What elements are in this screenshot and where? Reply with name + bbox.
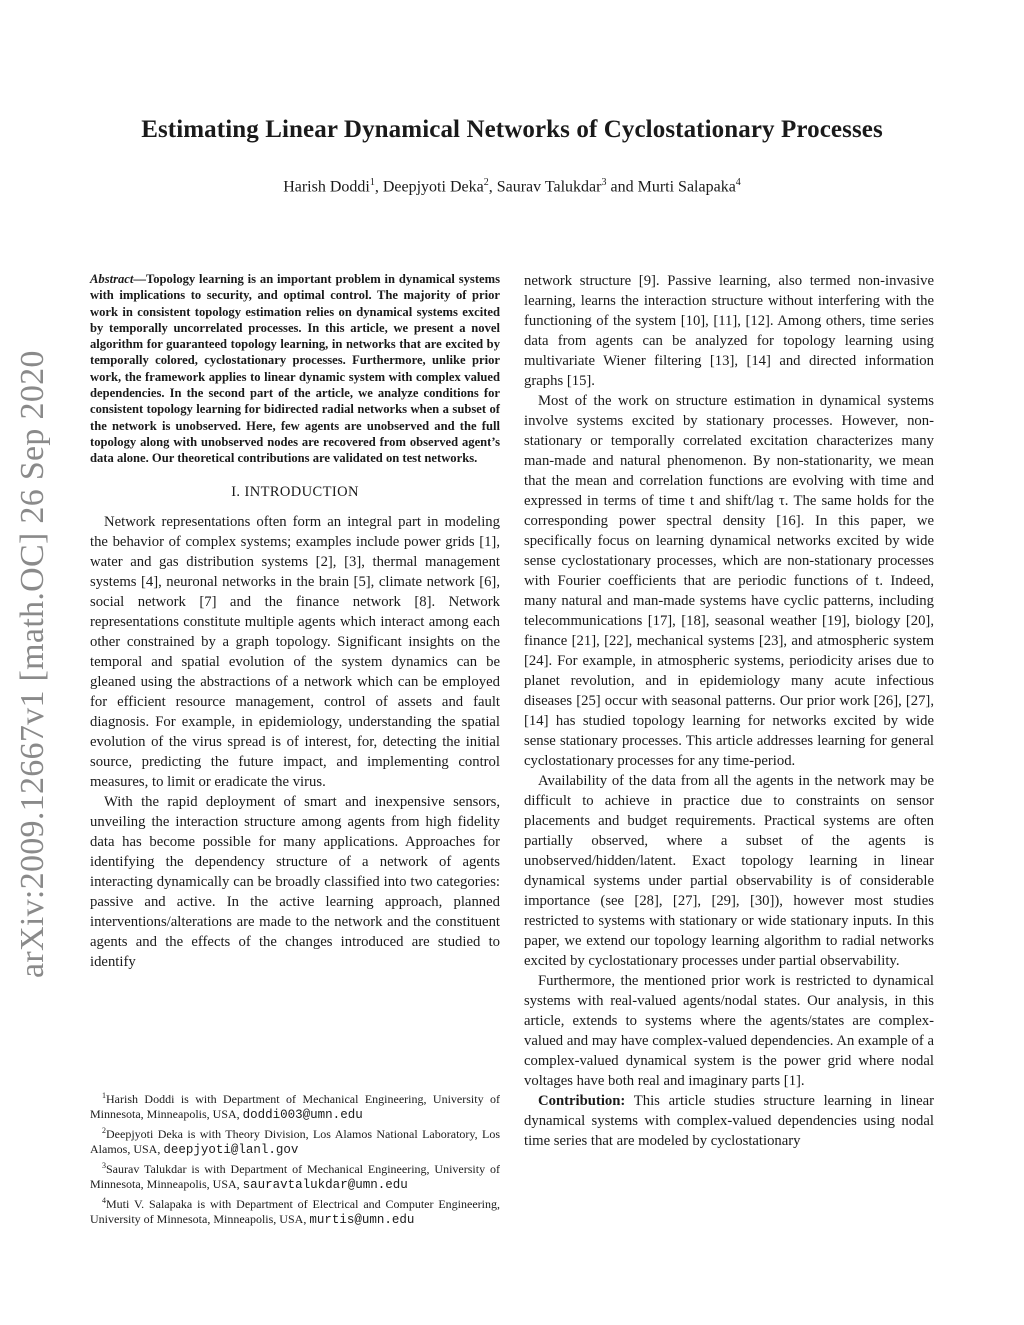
author-mark: 2 xyxy=(483,177,489,188)
body-paragraph xyxy=(524,971,934,1091)
footnote-mark: 3 xyxy=(102,1161,106,1170)
body-paragraph xyxy=(524,1091,934,1151)
author-mark: 4 xyxy=(735,177,741,188)
author-separator: , xyxy=(374,178,383,196)
footnote xyxy=(90,1123,500,1158)
right-column xyxy=(524,271,934,1151)
arxiv-stamp: arXiv:2009.12667v1 [math.OC] 26 Sep 2020 xyxy=(14,350,51,978)
paragraph-text: Furthermore, the mentioned prior work is restricted to dynamical systems with real-valued agents/nodal states. Our analysis, in this article, extends to systems where the agents/states are complex-valued and may have complex-valued dependencies. An example of a complex-valued dynamical system is the power grid where nodal voltages have both real and imaginary parts [1]. xyxy=(524,973,934,1089)
abstract-text: Topology learning is an important problem in dynamical systems with implications to security, and optimal control. The majority of prior work in consistent topology estimation relies on dynamical systems excited by temporally uncorrelated processes. In this article, we present a novel algorithm for guaranteed topology learning, in networks that are excited by temporally colored, cyclostationary processes. Furthermore, unlike prior work, the framework applies to linear dynamic system with complex valued dependencies. In the second part of the article, we analyze conditions for consistent topology learning for bidirected radial networks when a subset of the network is unobserved. Here, few agents are unobserved and the full topology along with unobserved nodes are recovered from observed agent’s data alone. Our theoretical contributions are validated on test networks. xyxy=(90,272,500,466)
paper-title: Estimating Linear Dynamical Networks of Cyclostationary Processes xyxy=(141,116,883,143)
footnote-email: murtis@umn.edu xyxy=(309,1213,415,1227)
author-mark: 1 xyxy=(369,177,375,188)
author-separator: and xyxy=(606,178,638,196)
paragraph-text: This article studies structure learning in linear dynamical systems with complex-valued dependencies using nodal time series that are modeled by cyclostationary xyxy=(524,1093,934,1149)
body-paragraph xyxy=(524,771,934,971)
paragraph-text: Availability of the data from all the agents in the network may be difficult to achieve in practice due to constraints on sensor placements and budget requirements. Practical systems are often partially observed, where a subset of the agents is unobserved/hidden/latent. Exact topology learning in linear dynamical systems under partial observability is of considerable importance (see [28], [27], [29], [30]), however most studies restricted to systems with stationary or wide stationary inputs. In this paper, we extend our topology learning algorithm to radial networks excited by cyclostationary processes under partial observability. xyxy=(524,773,934,969)
paragraph-lead: Contribution: xyxy=(538,1093,626,1109)
author-separator: , xyxy=(488,178,497,196)
footnote-mark: 4 xyxy=(102,1196,106,1205)
body-paragraph: Network representations often form an integral part in modeling the behavior of complex systems; examples include power grids [1], water and gas distribution systems [2], [3], thermal management systems [4], neuronal networks in the brain [5], climate network [6], social network [7] and the finance network [8]. Network representations constitute multiple agents which interact among each other constrained by a graph topology. Significant insights on the temporal and spatial evolution of the system dynamics can be gleaned using the abstractions of a network which can be employed for efficient resource management, control of assets and fault diagnosis. For example, in epidemiology, understanding the spatial evolution of the virus spread is of interest, for, detecting the initial source, predicting the future impact, and implementing control measures, to limit or eradicate the virus. xyxy=(90,513,500,790)
section-heading: I. INTRODUCTION xyxy=(231,483,359,500)
footnote xyxy=(90,1193,500,1228)
author-name: Deepjyoti Deka xyxy=(382,178,484,196)
author-name: Saurav Talukdar xyxy=(496,178,602,196)
author-name: Harish Doddi xyxy=(283,178,370,196)
paragraph-text: network structure [9]. Passive learning, also termed non-invasive learning, learns the interaction structure without interfering with the functioning of the system [10], [11], [12]. Among others, time series data from agents can be analyzed for topology learning using multivariate Wiener filtering [13], [14] and directed information graphs [15]. xyxy=(524,273,934,389)
footnote-mark: 2 xyxy=(102,1126,106,1135)
footnote-text: Muti V. Salapaka is with Department of Electrical and Computer Engineering, University of Minnesota, Minneapolis, USA, xyxy=(90,1197,500,1226)
footnote-email: sauravtalukdar@umn.edu xyxy=(242,1178,408,1192)
footnote-text: Saurav Talukdar is with Department of Mechanical Engineering, University of Minnesota, Minneapolis, USA, xyxy=(90,1162,500,1191)
body-paragraph xyxy=(524,271,934,391)
footnote-email: deepjyoti@lanl.gov xyxy=(163,1143,299,1157)
body-paragraph: With the rapid deployment of smart and inexpensive sensors, unveiling the interaction structure among agents from high fidelity data has become possible for many applications. Approaches for identifying the dependency structure of a network of agents interacting dynamically can be broadly classified into two categories: passive and active. In the active learning approach, planned interventions/alterations are made to the network and the constituent agents and the effects of the changes introduced are studied to identify xyxy=(90,793,500,970)
footnote xyxy=(90,1088,500,1123)
left-column xyxy=(90,271,500,972)
footnote-text: Deepjyoti Deka is with Theory Division, Los Alamos National Laboratory, Los Alamos, USA, xyxy=(90,1127,500,1156)
footnote-email: doddi003@umn.edu xyxy=(242,1108,363,1122)
body-paragraph xyxy=(524,391,934,771)
author-line xyxy=(0,177,1024,196)
author-mark: 3 xyxy=(601,177,607,188)
author-name: Murti Salapaka xyxy=(637,178,736,196)
paragraph-text: Most of the work on structure estimation in dynamical systems involve systems excited by stationary processes. However, non-stationary or temporally correlated excitation characterizes many man-made and natural phenomenon. By non-stationarity, we mean that the mean and correlation functions are evolving with time and expressed in terms of time t and shift/lag τ. The same holds for the corresponding power spectral density [16]. In this paper, we specifically focus on learning dynamical networks excited by wide sense cyclostationary processes, which are non-stationary processes with Fourier coefficients that are periodic functions of t. Indeed, many natural and man-made systems have cyclic patterns, including telecommunications [17], [18], seasonal weather [19], biology [20], finance [21], [22], mechanical systems [23], and atmospheric system [24]. For example, in atmospheric systems, periodicity arises due to planet revolution, and in epidemiology many acute infectious diseases [25] occur with seasonal patterns. Our prior work [26], [27], [14] has studied topology learning for networks excited by wide sense stationary processes. This article addresses learning for general cyclostationary processes for any time-period. xyxy=(524,393,934,769)
footnote-mark: 1 xyxy=(102,1091,106,1100)
footnote xyxy=(90,1158,500,1193)
abstract xyxy=(90,271,500,467)
abstract-dash: — xyxy=(133,272,146,286)
footnote-text: Harish Doddi is with Department of Mechanical Engineering, University of Minnesota, Minneapolis, USA, xyxy=(90,1092,500,1121)
footnotes xyxy=(90,1088,500,1228)
abstract-label: Abstract xyxy=(90,272,134,286)
